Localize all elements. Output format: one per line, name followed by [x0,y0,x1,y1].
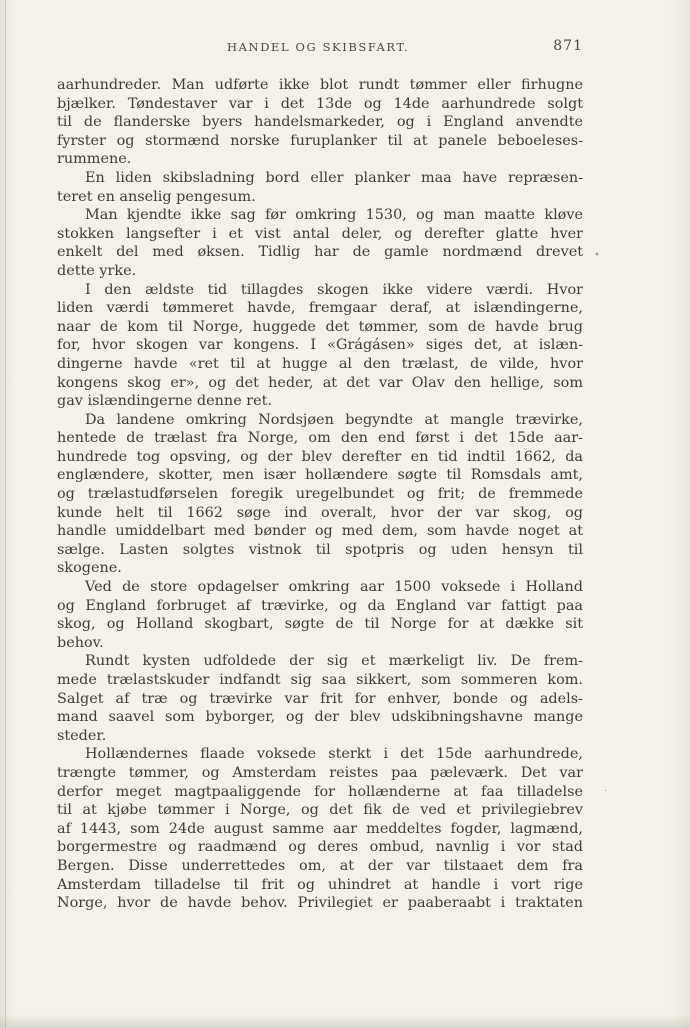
text-line: hundrede tog opsving, og der blev derefter en tid indtil 1662, da [57,448,583,465]
text-line: rummene. [57,151,132,168]
text-line: I den ældste tid tillagdes skogen ikke videre værdi. Hvor [85,281,583,298]
text-line: mede trælastskuder indfandt sig saa sikkert, som sommeren kom. [57,672,583,688]
text-line: englændere, skotter, men især hollændere søgte til Romsdals amt, [57,467,583,484]
running-head: HANDEL OG SKIBSFART. [227,40,410,54]
text-line: skogene. [57,560,122,577]
text-line: og trælastudførselen foregik uregelbundet og frit; de fremmede [57,486,583,503]
text-line: Ved de store opdagelser omkring aar 1500 voksede i Holland [85,579,583,596]
text-line: hentede de trælast fra Norge, om den end først i det 15de aar- [57,430,583,447]
text-line: til at kjøbe tømmer i Norge, og det fik de ved et privilegiebrev [57,802,583,819]
text-line: Amsterdam tilladelse til frit og uhindret at handle i vort rige [57,876,583,893]
page-bottom-shadow [0,1014,690,1028]
text-line: stokken langsefter i et vist antal deler, og derefter glatte hver [57,225,583,242]
text-line: Norge, hvor de havde behov. Privilegiet er paaberaabt i traktaten [57,895,583,912]
text-line: og England forbruget af trævirke, og da England var fattigt paa [57,597,583,614]
text-line: Hollændernes flaade voksede sterkt i det 15de aarhundrede, [85,746,583,763]
text-line: Man kjendte ikke sag før omkring 1530, og man maatte kløve [85,207,583,224]
text-line: bjælker. Tøndestaver var i det 13de og 14de aarhundrede solgt [57,95,583,112]
text-line: liden værdi tømmeret havde, fremgaar deraf, at islændingerne, [57,300,583,317]
text-line: handle umiddelbart med bønder og med dem, som havde noget at [57,523,583,540]
text-line: kongens skog er», og det heder, at det var Olav den hellige, som [57,374,583,391]
text-line: Da landene omkring Nordsjøen begyndte at mangle trævirke, [85,411,583,428]
text-line: dingerne havde «ret til at hugge al den trælast, de vilde, hvor [57,355,583,372]
text-line: aarhundreder. Man udførte ikke blot rundt tømmer eller firhugne [57,77,583,93]
text-line: mand saavel som byborger, og der blev udskibningshavne mange [57,709,583,726]
margin-speck-mark: · [604,786,608,797]
text-line: steder. [57,727,107,744]
page-edge-line [5,0,6,1028]
text-line: Bergen. Disse underrettedes om, at der var tilstaaet dem fra [57,857,583,874]
text-line: trængte tømmer, og Amsterdam reistes paa pæleværk. Det var [57,764,583,781]
text-line: skog, og Holland skogbart, søgte de til Norge for at dække sit [57,616,583,633]
text-line: for, hvor skogen var kongens. I «Grágásen» siges det, at islæn- [57,337,583,354]
text-line: behov. [57,634,104,651]
text-line: derfor meget magtpaaliggende for hollænderne at faa tilladelse [57,783,583,800]
text-line: enkelt del med øksen. Tidlig har de gamle nordmænd drevet [57,244,583,261]
text-line: af 1443, som 24de august samme aar meddeltes fogder, lagmænd, [57,820,583,837]
text-line: sælge. Lasten solgtes vistnok til spotpris og uden hensyn til [57,541,583,558]
text-line: naar de kom til Norge, huggede det tømmer, som de havde brug [57,318,583,335]
text-line: teret en anselig pengesum. [57,188,256,205]
text-line: En liden skibsladning bord eller planker maa have repræsen- [85,169,583,186]
text-line: til de flanderske byers handelsmarkeder, og i England anvendte [57,114,583,131]
text-line: gav islændingerne denne ret. [57,393,273,410]
text-line: Rundt kysten udfoldede der sig et mærkeligt liv. De frem- [85,653,583,670]
text-line: fyrster og stormænd norske furuplanker til at panele beboeleses- [57,132,583,149]
page-number: 871 [553,38,583,54]
body-text [57,76,583,913]
text-line: dette yrke. [57,262,137,279]
text-line: kunde helt til 1662 søge ind overalt, hvor der var skog, og [57,504,583,521]
text-line: borgermestre og raadmænd og deres ombud, navnlig i vor stad [57,839,583,856]
text-line: Salget af træ og trævirke var frit for enhver, bonde og adels- [57,690,583,707]
margin-speck-mark: • [594,250,600,261]
page-header [57,38,583,58]
